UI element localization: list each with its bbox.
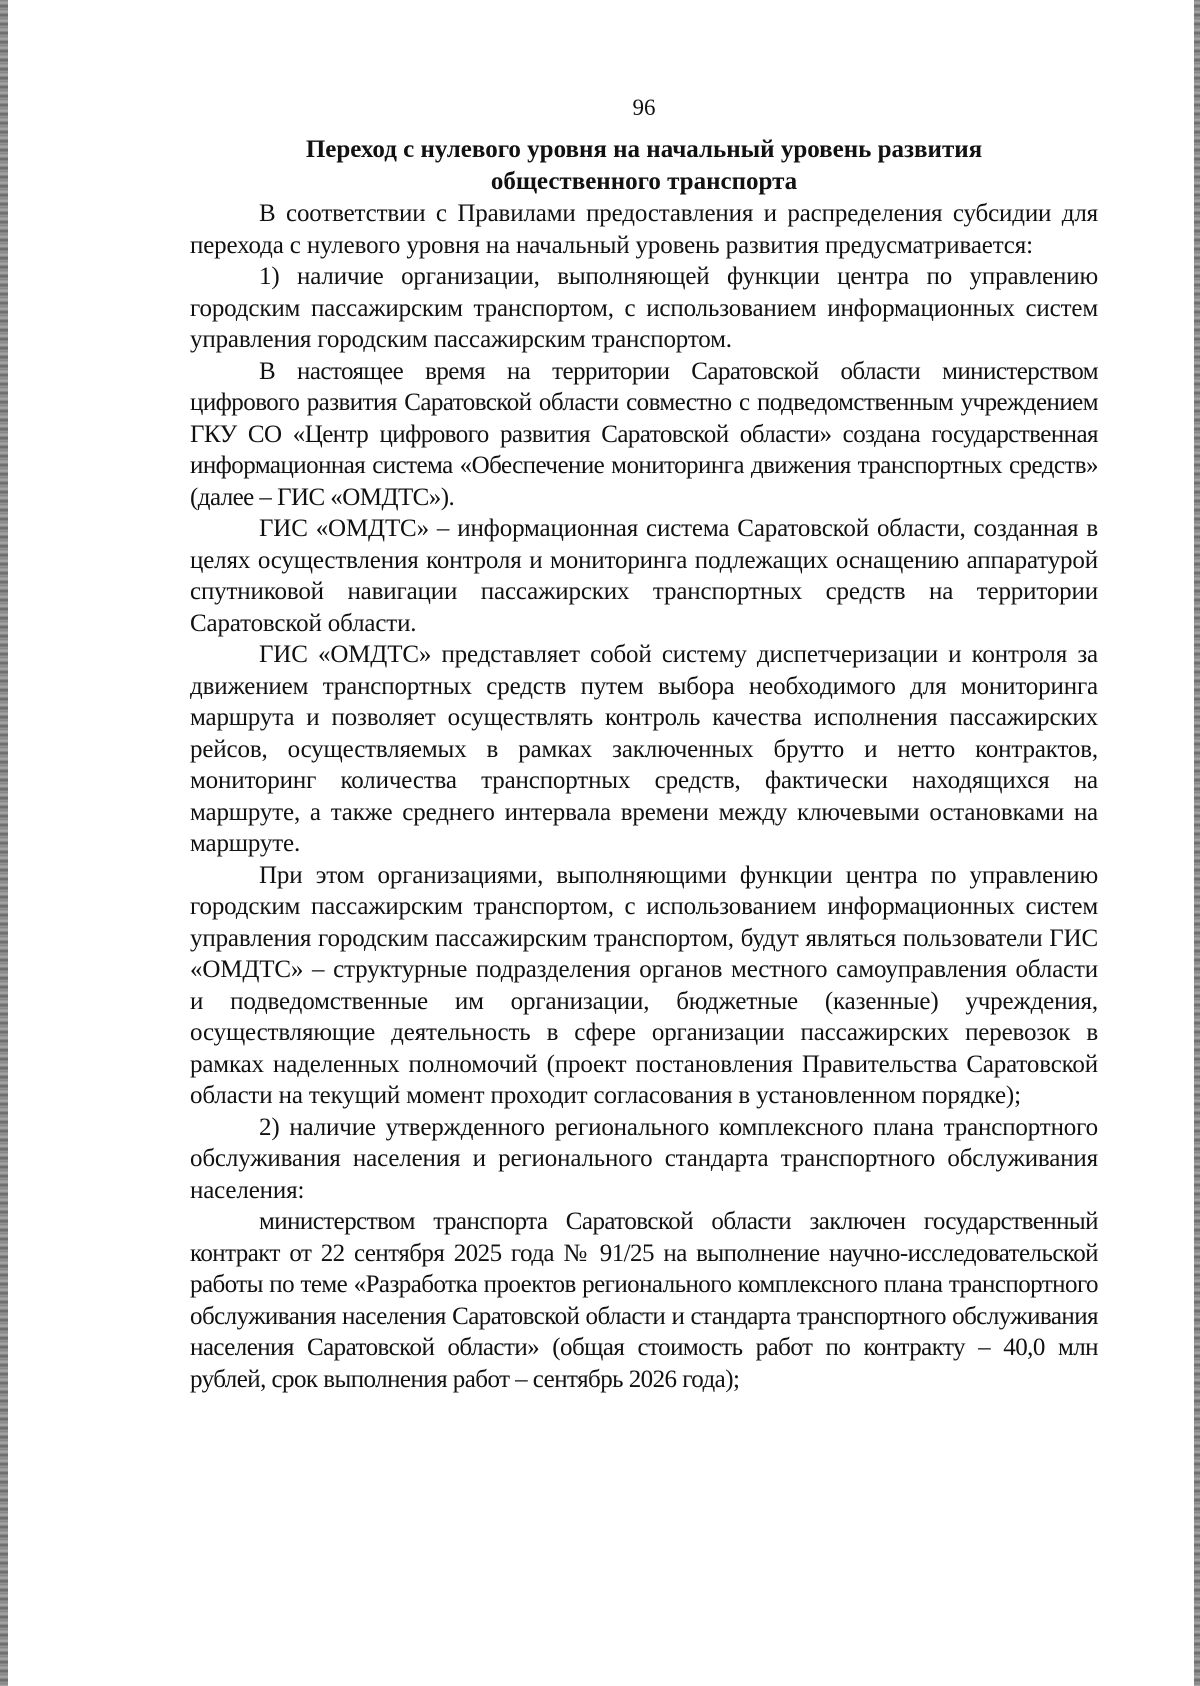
- paragraph-gis-dispatch: ГИС «ОМДТС» представляет собой систему диспетчеризации и контроля за движением транспортных средств путем выбора необходимого для мониторинга маршрута и позволяет осуществлять контроль качества исполнения пассажирских рейсов, осуществляемых в рамках заключенных брутто и нетто контрактов, мониторинг количества транспортных средств, фактически находящихся на маршруте, а также среднего интервала времени между ключевыми остановками на маршруте.: [190, 641, 1098, 857]
- scan-edge-right: [1194, 0, 1200, 1686]
- heading-line-1: Переход с нулевого уровня на начальный уровень развития: [305, 136, 983, 163]
- scan-edge-left: [0, 0, 8, 1686]
- paragraph-intro: В соответствии с Правилами предоставления и распределения субсидии для перехода с нулевого уровня на начальный уровень развития предусматривается:: [190, 200, 1098, 259]
- section-heading: [190, 134, 1098, 198]
- page-number: 96: [632, 95, 656, 120]
- paragraph-item-2: 2) наличие утвержденного регионального комплексного плана транспортного обслуживания населения и регионального стандарта транспортного обслуживания населения:: [190, 1113, 1098, 1204]
- paragraph-organizations: При этом организациями, выполняющими функции центра по управлению городским пассажирским транспортом, с использованием информационных систем управления городским пассажирским транспортом, будут являться пользователи ГИС «ОМДТС» – структурные подразделения органов местного самоуправления области и подведомственные им организации, бюджетные (казенные) учреждения, осуществляющие деятельность в сфере организации пассажирских перевозок в рамках наделенных полномочий (проект постановления Правительства Саратовской области на текущий момент проходит согласования в установленном порядке);: [190, 861, 1098, 1109]
- paragraph-contract: министерством транспорта Саратовской области заключен государственный контракт от 22 сентября 2025 года № 91/25 на выполнение научно-исследовательской работы по теме «Разработка проектов регионального комплексного плана транспортного обслуживания населения Саратовской области и стандарта транспортного обслуживания населения Саратовской области» (общая стоимость работ по контракту – 40,0 млн рублей, срок выполнения работ – сентябрь 2026 года);: [190, 1208, 1098, 1393]
- heading-line-2: общественного транспорта: [490, 168, 798, 195]
- paragraph-item-1: 1) наличие организации, выполняющей функции центра по управлению городским пассажирским транспортом, с использованием информационных систем управления городским пассажирским транспортом.: [190, 263, 1098, 353]
- paragraph-current-status: В настоящее время на территории Саратовской области министерством цифрового развития Саратовской области совместно с подведомственным учреждением ГКУ СО «Центр цифрового развития Саратовской области» создана государственная информационная система «Обеспечение мониторинга движения транспортных средств» (далее – ГИС «ОМДТС»).: [190, 357, 1098, 511]
- document-page: [190, 92, 1098, 1395]
- paragraph-gis-definition: ГИС «ОМДТС» – информационная система Саратовской области, созданная в целях осуществления контроля и мониторинга подлежащих оснащению аппаратурой спутниковой навигации пассажирских транспортных средств на территории Саратовской области.: [190, 515, 1098, 637]
